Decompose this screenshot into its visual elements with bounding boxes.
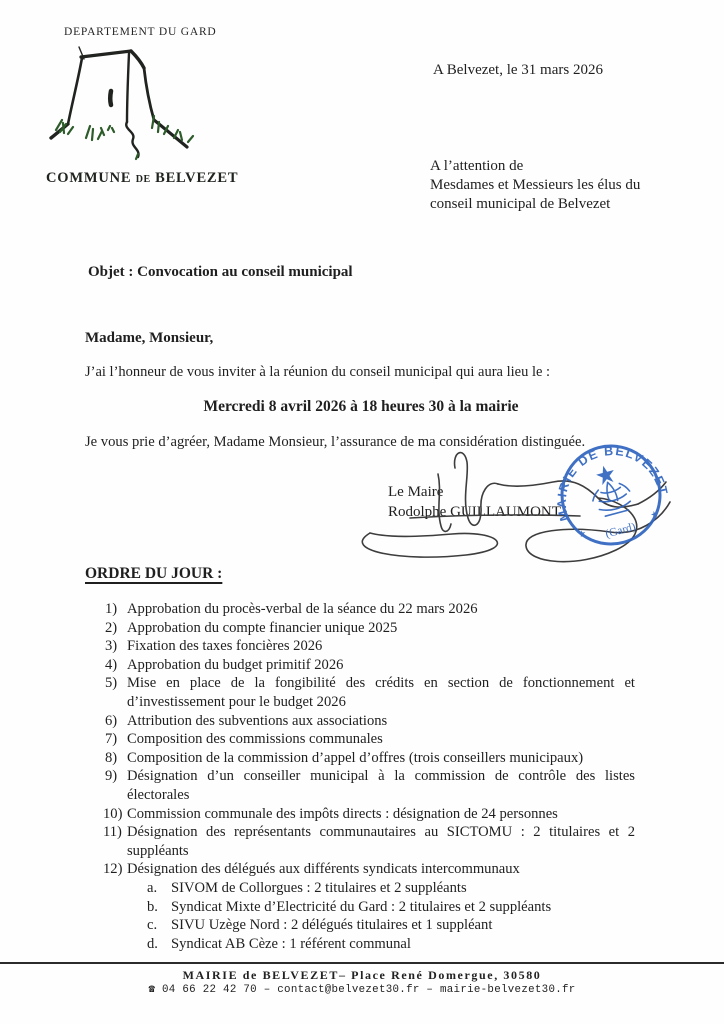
stamp-star-right: ★ [649, 508, 660, 521]
agenda-subitem-d: d. Syndicat AB Cèze : 1 référent communal [147, 935, 411, 952]
agenda-item-1: 1) Approbation du procès-verbal de la séance du 22 mars 2026 [105, 601, 478, 617]
intro-paragraph: J’ai l’honneur de vous inviter à la réunion du conseil municipal qui aura lieu le : [85, 364, 551, 380]
agenda-item-4: 4) Approbation du budget primitif 2026 [105, 656, 344, 673]
dateline: A Belvezet, le 31 mars 2026 [433, 62, 603, 78]
agenda-item-2: 2) Approbation du compte financier unique 2025 [105, 619, 398, 636]
agenda-item-3: 3) Fixation des taxes foncières 2026 [105, 638, 323, 655]
commune-de: DE [135, 174, 151, 185]
agenda-subitem-c: c. SIVU Uzège Nord : 2 délégués titulaires et 1 suppléant [147, 917, 493, 934]
footer-contact-text: 04 66 22 42 70 – contact@belvezet30.fr – mairie-belvezet30.fr [162, 984, 576, 996]
recipient-block [430, 157, 640, 214]
signature-block [388, 482, 561, 522]
tower-sketch-emblem [48, 38, 218, 168]
phone-icon: ☎ [148, 984, 156, 996]
signer-title: Le Maire [388, 484, 444, 500]
recipient-line: A l’attention de [430, 158, 524, 174]
agenda-item-11: 11) Désignation des représentants communautaires au SICTOMU : 2 titulaires et 2 suppléants [103, 824, 635, 859]
agenda-item-7: 7) Composition des commissions communales [105, 731, 383, 748]
meeting-date-line: Mercredi 8 avril 2026 à 18 heures 30 à la mairie [203, 398, 519, 415]
agenda-heading: ORDRE DU JOUR : [85, 565, 223, 582]
salutation: Madame, Monsieur, [85, 330, 214, 346]
stamp-emblem-figure [585, 462, 634, 518]
agenda-item-5: 5) Mise en place de la fongibilité des crédits en section de fonctionnement et d’investissement pour le budget 2026 [105, 675, 635, 710]
department-label: DEPARTEMENT DU GARD [64, 26, 217, 38]
agenda-item-10: 10) Commission communale des impôts directs : désignation de 24 personnes [103, 805, 558, 822]
agenda-item-9: 9) Désignation d’un conseiller municipal à la commission de contrôle des listes électorales [105, 768, 635, 803]
grass-tufts [56, 116, 193, 159]
closing-paragraph: Je vous prie d’agréer, Madame Monsieur, l’assurance de ma considération distinguée. [85, 434, 586, 450]
agenda-item-6: 6) Attribution des subventions aux associations [105, 712, 388, 729]
subject-line: Objet : Convocation au conseil municipal [88, 264, 353, 280]
commune-name: BELVEZET [150, 170, 239, 186]
commune-prefix: COMMUNE [46, 170, 136, 186]
agenda-subitem-a: a. SIVOM de Collorgues : 2 titulaires et 2 suppléants [147, 879, 467, 896]
footer-contact [0, 982, 724, 996]
footer-divider [0, 962, 724, 964]
stamp-star-left: ★ [576, 527, 588, 540]
signer-name: Rodolphe GUILLAUMONT [388, 504, 561, 520]
agenda-list [103, 600, 635, 953]
commune-label [46, 170, 238, 187]
agenda-item-8: 8) Composition de la commission d’appel d’offres (trois conseillers municipaux) [105, 749, 584, 766]
recipient-line: conseil municipal de Belvezet [430, 196, 611, 212]
footer-address: MAIRIE de BELVEZET– Place René Domergue, 30580 [182, 968, 542, 982]
stamp-ring-text: MAIRIE DE BELVEZET [554, 443, 671, 523]
recipient-line: Mesdames et Messieurs les élus du [430, 177, 641, 193]
agenda-item-12: 12) Désignation des délégués aux différents syndicats intercommunaux [103, 861, 520, 878]
agenda-subitem-b: b. Syndicat Mixte d’Electricité du Gard : 2 titulaires et 2 suppléants [147, 898, 552, 915]
stamp-bottom-text: (Gard) [604, 520, 637, 541]
